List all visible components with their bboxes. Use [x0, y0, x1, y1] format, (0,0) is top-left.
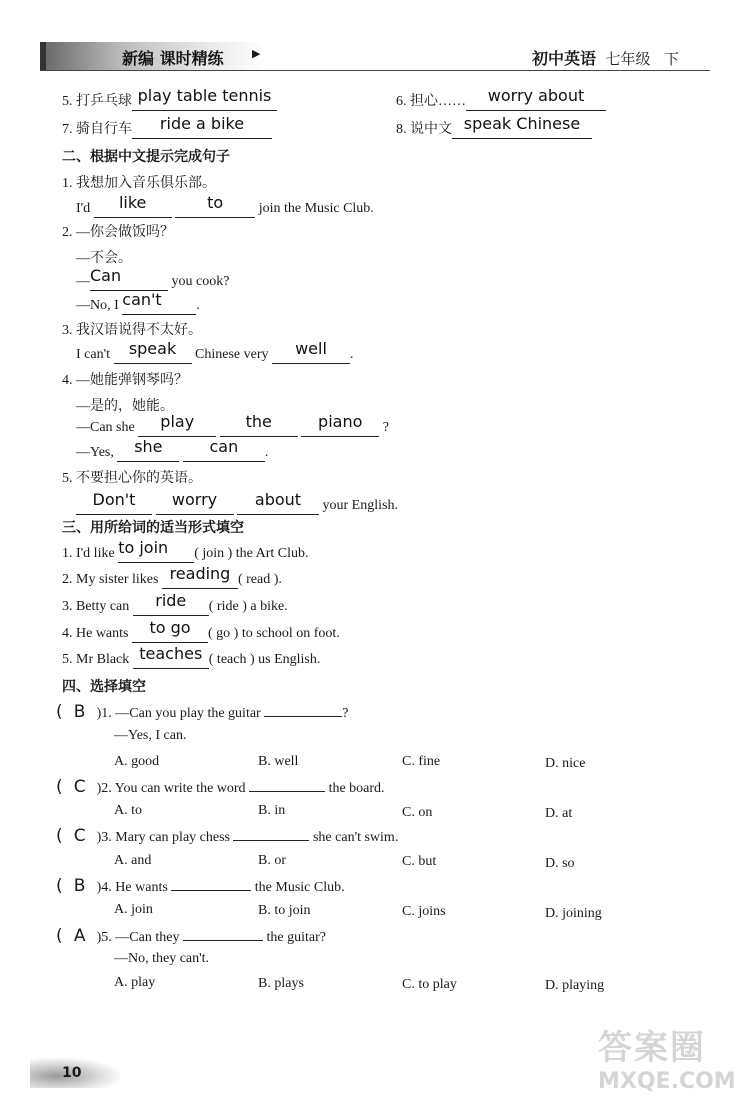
p3-item-2 [62, 564, 282, 589]
p3-answer: ride [155, 591, 187, 610]
q2-line3 [76, 266, 230, 291]
triangle-icon: ▶ [252, 48, 261, 60]
mcq-3-stem: ( C )3. Mary can play chess she can't swim. [56, 826, 399, 846]
mcq-5-answer: A [73, 926, 86, 946]
item-answer: ride a bike [159, 114, 245, 133]
header-rule [40, 70, 710, 71]
item-answer: worry about [487, 86, 585, 105]
watermark-logo [598, 1020, 738, 1100]
item-8 [396, 114, 592, 139]
q2-dash: — [76, 274, 90, 289]
item-prompt: 6. 担心…… [396, 94, 466, 109]
q2-chinese: 2. —你会做饭吗？ [62, 225, 174, 240]
mcq-stem: )1. —Can you play the guitar [96, 706, 261, 721]
volume: 下 [664, 52, 680, 68]
mcq-option: A. play [114, 975, 156, 990]
mcq-5-stem: ( A )5. —Can they the guitar? [56, 926, 326, 946]
p3-pre: 5. Mr Black [62, 652, 130, 667]
p3-answer: to join [118, 538, 169, 557]
mcq-4-answer: B [73, 876, 86, 896]
item-answer: speak Chinese [463, 114, 581, 133]
p3-pre: 4. He wants [62, 626, 129, 641]
mcq-option: D. at [545, 806, 573, 821]
mcq-option: B. in [258, 803, 286, 818]
q2-answer-1: Can [90, 266, 122, 285]
item-5 [62, 86, 277, 111]
p3-item-4 [62, 618, 340, 643]
mcq-2-answer: C [73, 777, 86, 797]
mcq-2-stem: ( C )2. You can write the word the board. [56, 777, 385, 797]
mcq-option: C. but [402, 854, 437, 869]
q1-answer-2: to [207, 193, 224, 212]
mcq-stem-end: she can't swim. [312, 830, 399, 845]
q2-mid: you cook? [171, 274, 230, 289]
p3-pre: 1. I'd like [62, 546, 115, 561]
q4-line3 [76, 412, 389, 437]
mcq-option: C. joins [402, 904, 446, 919]
q3-sentence [76, 339, 354, 364]
mcq-stem: )3. Mary can play chess [96, 830, 230, 845]
mcq-option: D. joining [545, 906, 602, 921]
q4-answer-1: play [160, 412, 195, 431]
watermark-text: 答案圈 [598, 1028, 706, 1068]
q2-line4 [76, 290, 200, 315]
q3-answer-1: speak [128, 339, 177, 358]
p3-post: ( teach ) us English. [208, 652, 321, 667]
q5-post: your English. [322, 498, 398, 513]
section-2-heading: 二、根据中文提示完成句子 [62, 149, 230, 165]
mcq-4-stem: ( B )4. He wants the Music Club. [56, 876, 345, 896]
subject: 初中英语 [532, 49, 597, 68]
q4-end: . [264, 445, 269, 460]
item-prompt: 8. 说中文 [396, 122, 452, 137]
q2-line2: —不会。 [76, 251, 132, 266]
q4-question-mark: ? [382, 420, 389, 435]
mcq-option: A. and [114, 853, 152, 868]
mcq-stem: )5. —Can they [96, 930, 180, 945]
mcq-option: C. to play [402, 977, 457, 992]
q4-answer-4: she [134, 437, 163, 456]
mcq-3-answer: C [73, 826, 86, 846]
section-3-heading: 三、用所给词的适当形式填空 [62, 520, 244, 536]
q2-pre: —No, I [76, 298, 119, 313]
mcq-option: C. fine [402, 754, 441, 769]
q3-end: . [350, 347, 354, 362]
q3-pre: I can't [76, 347, 111, 362]
item-prompt: 7. 骑自行车 [62, 122, 132, 137]
p3-pre: 2. My sister likes [62, 572, 159, 587]
q1-answer-1: like [118, 193, 147, 212]
q2-end: . [196, 298, 200, 313]
p3-post: ( ride ) a bike. [208, 599, 288, 614]
mcq-5-line2: —No, they can't. [114, 951, 210, 966]
q3-chinese: 3. 我汉语说得不太好。 [62, 323, 202, 338]
q3-mid: Chinese very [195, 347, 269, 362]
mcq-option: D. playing [545, 978, 605, 993]
mcq-stem: )4. He wants [96, 880, 168, 895]
q3-answer-2: well [295, 339, 327, 358]
item-answer: play table tennis [137, 86, 272, 105]
q1-pre: I'd [76, 201, 91, 216]
mcq-1-line2: —Yes, I can. [114, 728, 187, 743]
q5-sentence [76, 490, 398, 515]
mcq-option: A. join [114, 902, 153, 917]
q2-answer-2: can't [122, 290, 162, 309]
p3-post: ( go ) to school on foot. [208, 626, 340, 641]
mcq-option: A. good [114, 754, 160, 769]
mcq-stem-end: ? [342, 706, 349, 721]
p3-post: ( read ). [237, 572, 282, 587]
q4-line2: —是的，她能。 [76, 399, 174, 414]
mcq-option: B. well [258, 754, 299, 769]
header-subject-line [532, 46, 679, 69]
q5-chinese: 5. 不要担心你的英语。 [62, 471, 202, 486]
mcq-option: A. to [114, 803, 142, 818]
p3-answer: reading [169, 564, 231, 583]
p3-item-5 [62, 644, 321, 669]
mcq-stem-end: the guitar? [266, 930, 326, 945]
mcq-option: C. on [402, 805, 433, 820]
series-title: 新编 课时精练 [122, 49, 224, 68]
p3-item-3 [62, 591, 288, 616]
p3-answer: teaches [139, 644, 203, 663]
q1-chinese: 1. 我想加入音乐俱乐部。 [62, 176, 216, 191]
page-number: 10 [62, 1065, 82, 1081]
item-prompt: 5. 打乒乓球 [62, 94, 132, 109]
q5-answer-1: Don't [92, 490, 136, 509]
item-6 [396, 86, 606, 111]
item-7 [62, 114, 272, 139]
p3-answer: to go [149, 618, 191, 637]
mcq-option: B. plays [258, 976, 304, 991]
mcq-option: B. to join [258, 903, 311, 918]
mcq-1-answer: B [73, 702, 86, 722]
q4-answer-5: can [209, 437, 239, 456]
mcq-option: D. so [545, 856, 575, 871]
q5-answer-2: worry [171, 490, 218, 509]
p3-post: ( join ) the Art Club. [194, 546, 309, 561]
q4-answer-3: piano [318, 412, 363, 431]
mcq-stem-end: the Music Club. [254, 880, 345, 895]
mcq-stem: )2. You can write the word [96, 781, 246, 796]
section-4-heading: 四、选择填空 [62, 679, 146, 695]
mcq-1-stem: ( B )1. —Can you play the guitar ? [56, 702, 349, 722]
mcq-stem-end: the board. [328, 781, 385, 796]
q4-pre-answer: —Yes, [76, 445, 114, 460]
mcq-option: B. or [258, 853, 286, 868]
q1-sentence [76, 193, 374, 218]
p3-item-1 [62, 538, 309, 563]
mcq-option: D. nice [545, 756, 586, 771]
q4-pre: —Can she [76, 420, 135, 435]
q5-answer-3: about [254, 490, 302, 509]
q4-chinese: 4. —她能弹钢琴吗？ [62, 373, 188, 388]
q4-line4 [76, 437, 269, 462]
q4-answer-2: the [245, 412, 272, 431]
p3-pre: 3. Betty can [62, 599, 130, 614]
watermark-url: MXQE.COM [598, 1069, 736, 1094]
grade: 七年级 [605, 52, 651, 68]
q1-post: join the Music Club. [258, 201, 374, 216]
